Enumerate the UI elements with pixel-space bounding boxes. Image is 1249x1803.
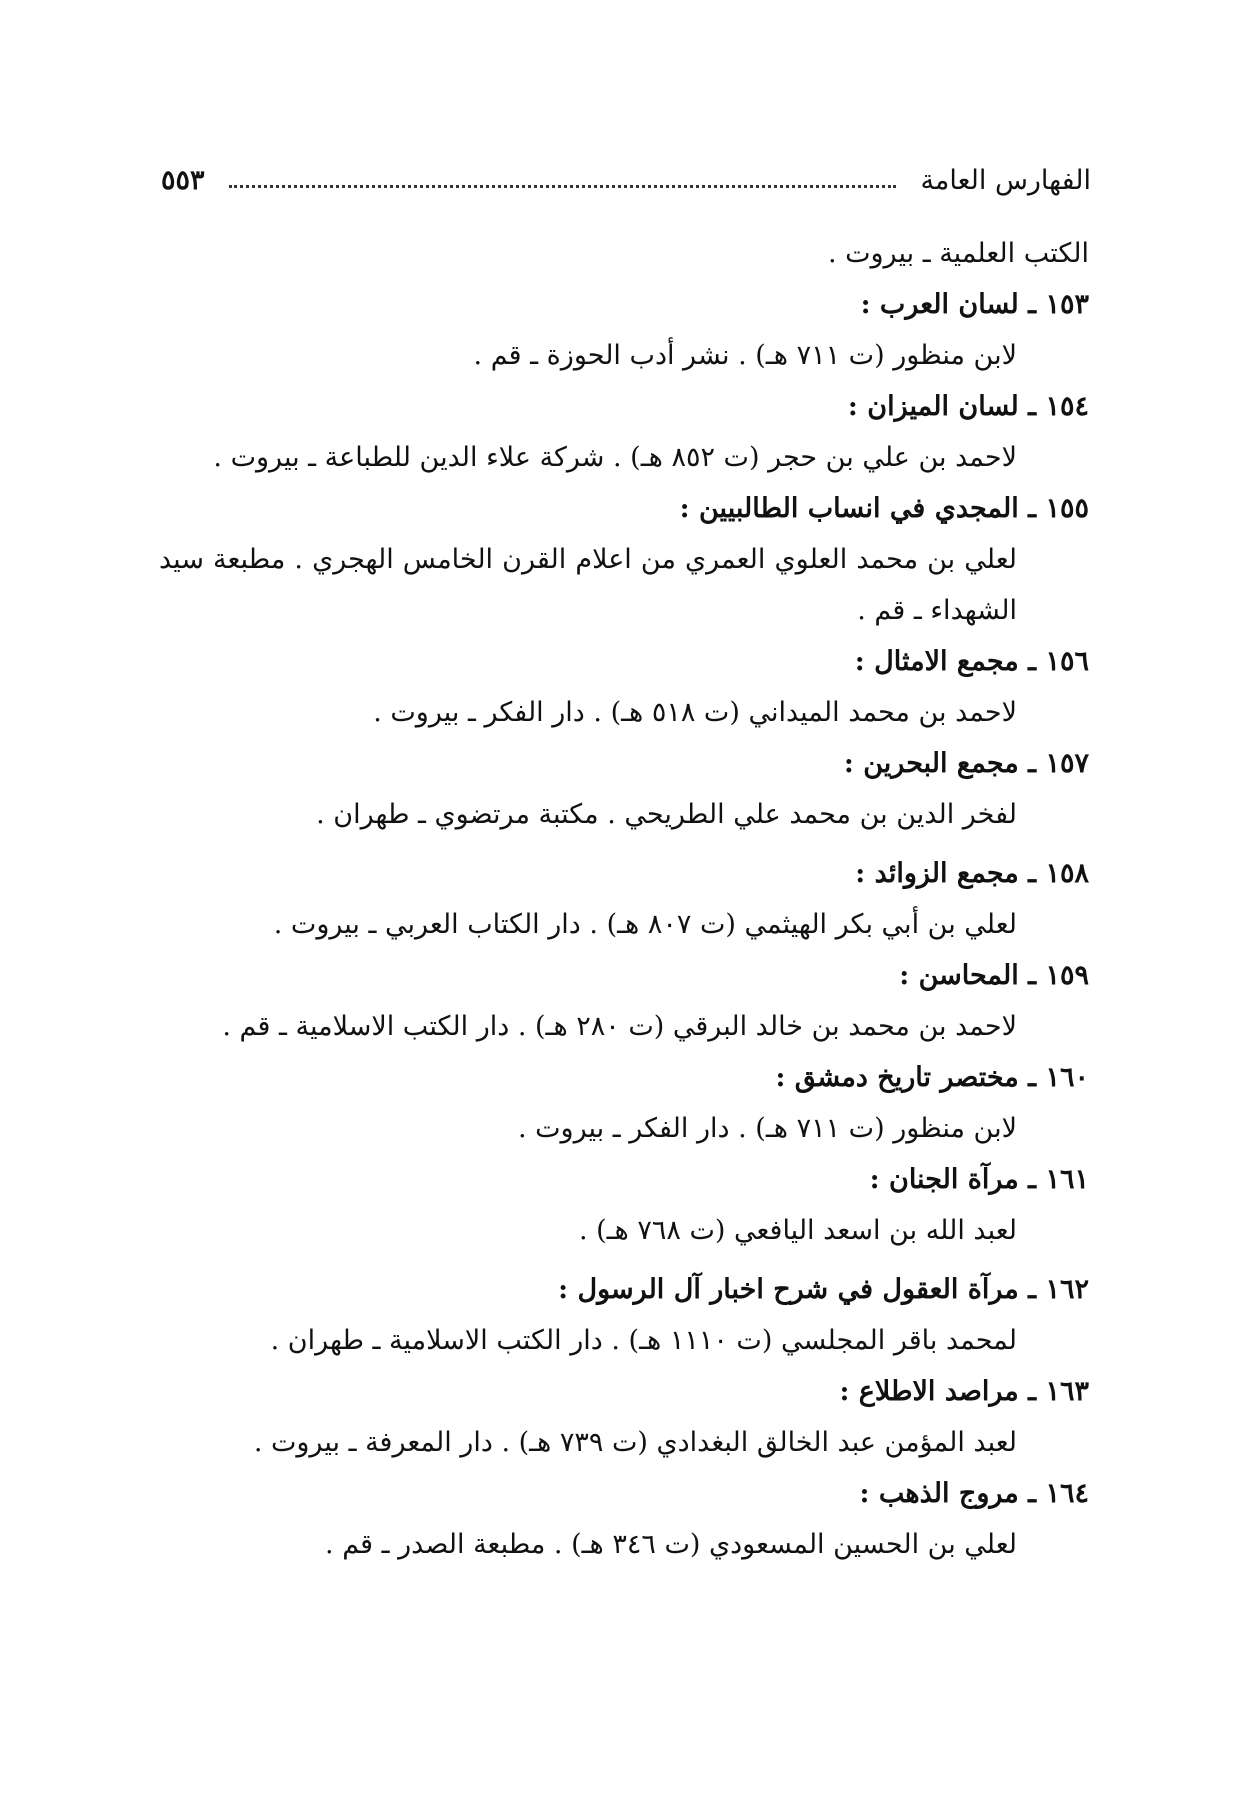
running-header [161, 160, 1091, 200]
entry-heading: ١٦١ ـ مرآة الجنان : [869, 1164, 1089, 1195]
entry-body: لمحمد باقر المجلسي (ت ١١١٠ هـ) . دار الكتب الاسلامية ـ طهران . [270, 1325, 1017, 1356]
entry-heading: ١٥٥ ـ المجدي في انساب الطالبيين : [679, 493, 1089, 524]
entry-heading: ١٦٣ ـ مراصد الاطلاع : [839, 1376, 1089, 1407]
index-content [159, 228, 1089, 1570]
entry-body: لاحمد بن علي بن حجر (ت ٨٥٢ هـ) . شركة علاء الدين للطباعة ـ بيروت . [213, 442, 1017, 473]
entry-body: لابن منظور (ت ٧١١ هـ) . نشر أدب الحوزة ـ قم . [473, 340, 1017, 371]
entry-body: لعبد الله بن اسعد اليافعي (ت ٧٦٨ هـ) . [578, 1215, 1017, 1246]
entry-body: لعبد المؤمن عبد الخالق البغدادي (ت ٧٣٩ هـ) . دار المعرفة ـ بيروت . [253, 1427, 1017, 1458]
entry-heading: ١٥٨ ـ مجمع الزوائد : [855, 858, 1089, 889]
header-dot-leader [229, 185, 897, 188]
header-title: الفهارس العامة [920, 164, 1091, 196]
continuation-line: الكتب العلمية ـ بيروت . [827, 238, 1089, 269]
entry-body: لاحمد بن محمد الميداني (ت ٥١٨ هـ) . دار الفكر ـ بيروت . [373, 697, 1017, 728]
entry-heading: ١٥٣ ـ لسان العرب : [860, 289, 1089, 320]
entry-heading: ١٥٧ ـ مجمع البحرين : [843, 748, 1089, 779]
entry-heading: ١٦٤ ـ مروج الذهب : [859, 1478, 1089, 1509]
entry-body: لعلي بن محمد العلوي العمري من اعلام القرن الخامس الهجري . مطبعة سيد الشهداء ـ قم . [159, 544, 1017, 626]
entry-body: لعلي بن الحسين المسعودي (ت ٣٤٦ هـ) . مطبعة الصدر ـ قم . [325, 1529, 1017, 1560]
entry-body: لاحمد بن محمد بن خالد البرقي (ت ٢٨٠ هـ) . دار الكتب الاسلامية ـ قم . [222, 1011, 1017, 1042]
page-number: ٥٥٣ [161, 164, 205, 196]
entry-body: لعلي بن أبي بكر الهيثمي (ت ٨٠٧ هـ) . دار الكتاب العربي ـ بيروت . [273, 909, 1017, 940]
entry-heading: ١٦٠ ـ مختصر تاريخ دمشق : [775, 1062, 1089, 1093]
entry-body: لفخر الدين بن محمد علي الطريحي . مكتبة مرتضوي ـ طهران . [316, 799, 1017, 830]
entry-heading: ١٦٢ ـ مرآة العقول في شرح اخبار آل الرسول : [558, 1274, 1089, 1305]
entry-heading: ١٥٩ ـ المحاسن : [899, 960, 1089, 991]
entry-heading: ١٥٤ ـ لسان الميزان : [847, 391, 1089, 422]
entry-body: لابن منظور (ت ٧١١ هـ) . دار الفكر ـ بيروت . [517, 1113, 1017, 1144]
entry-heading: ١٥٦ ـ مجمع الامثال : [854, 646, 1089, 677]
